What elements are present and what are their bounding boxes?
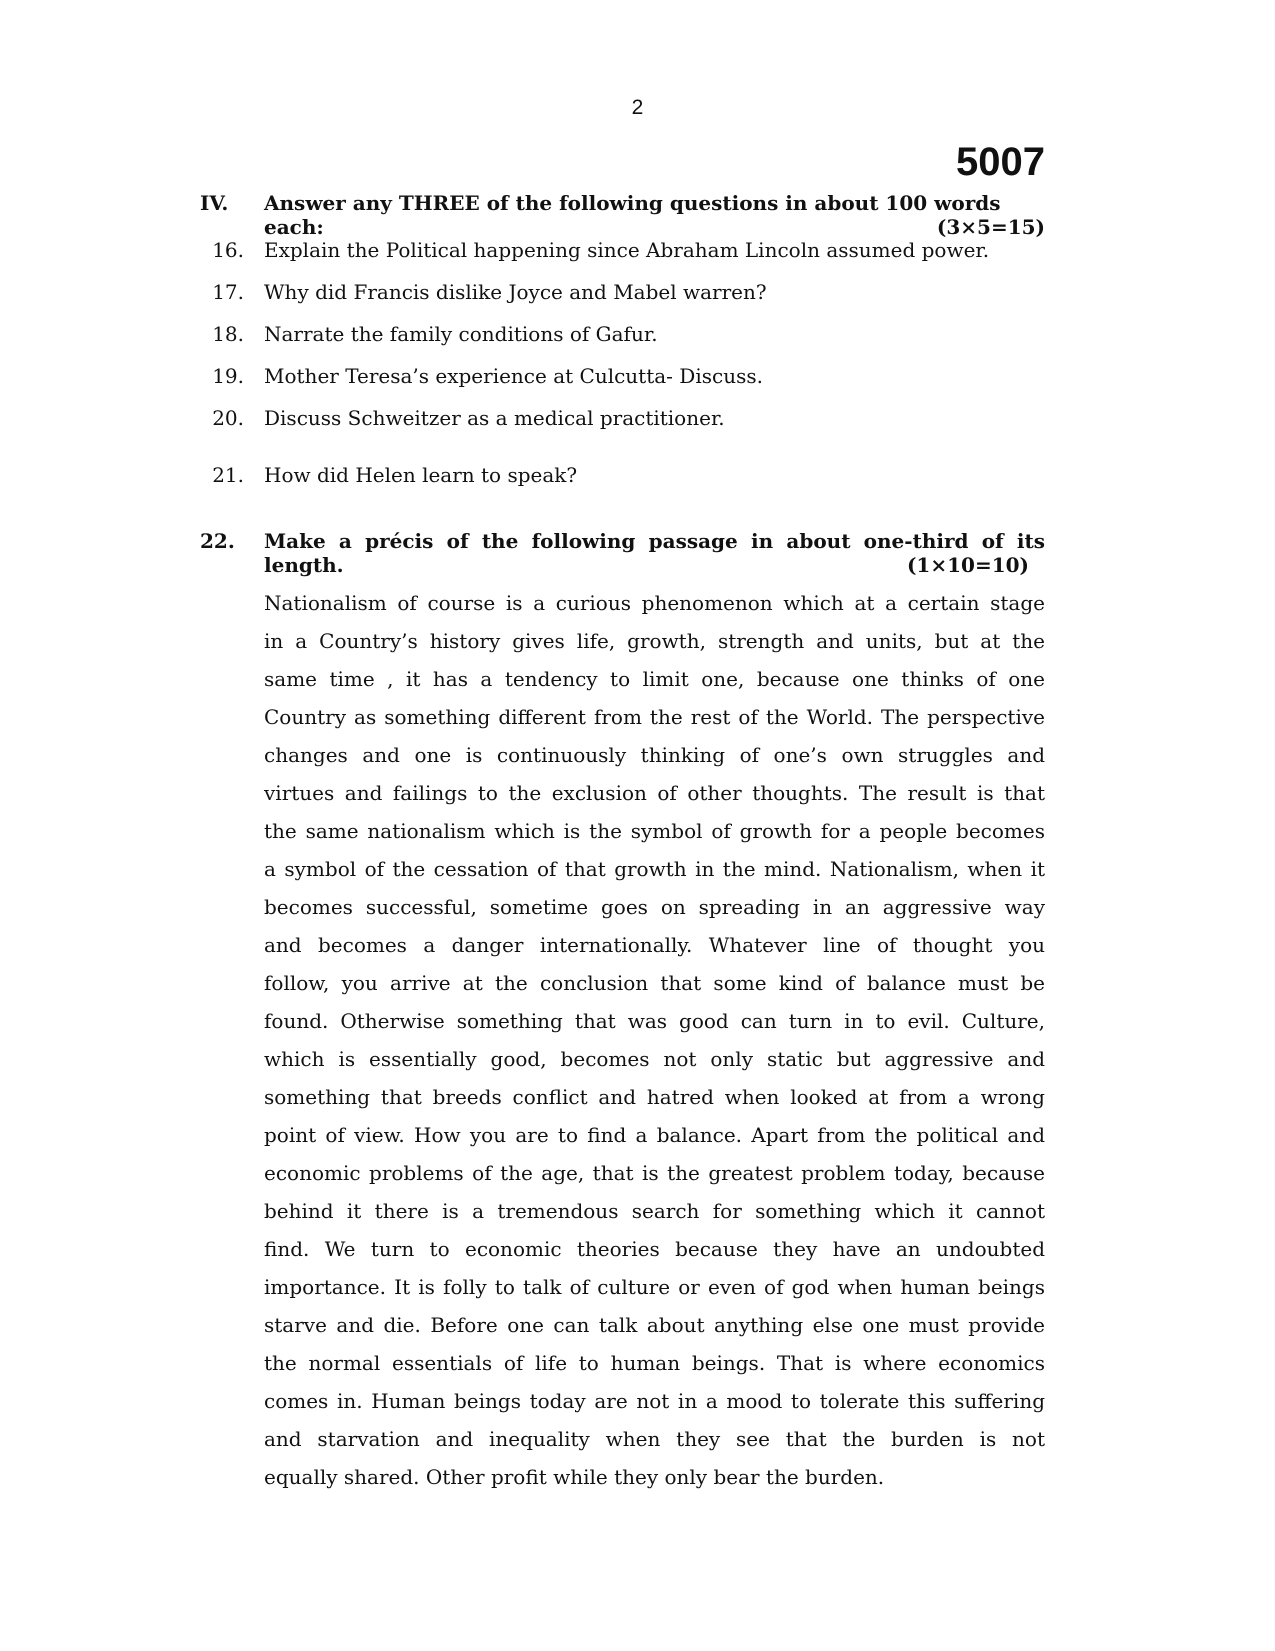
question-text: How did Helen learn to speak? — [264, 463, 578, 487]
passage-line: and starvation and inequality when they see that the burden is not — [264, 1427, 1045, 1451]
question-number: 17. — [212, 280, 244, 304]
passage-line: comes in. Human beings today are not in a mood to tolerate this suffering — [264, 1389, 1045, 1413]
page-number: 2 — [631, 96, 644, 119]
question-number: 20. — [212, 406, 244, 430]
passage-line: and becomes a danger internationally. Whatever line of thought you — [264, 933, 1045, 957]
passage-line: Country as something different from the rest of the World. The perspective — [264, 705, 1045, 729]
passage-line: same time , it has a tendency to limit one, because one thinks of one — [264, 667, 1045, 691]
passage-line: economic problems of the age, that is the greatest problem today, because — [264, 1161, 1045, 1185]
question-number: 16. — [212, 238, 244, 262]
passage-line: importance. It is folly to talk of culture or even of god when human beings — [264, 1275, 1045, 1299]
section-number: IV. — [200, 191, 229, 215]
question-text: Discuss Schweitzer as a medical practitioner. — [264, 406, 725, 430]
question-text: Mother Teresa’s experience at Culcutta- Discuss. — [264, 364, 763, 388]
passage-line: virtues and failings to the exclusion of other thoughts. The result is that — [264, 781, 1045, 805]
passage-line: point of view. How you are to find a balance. Apart from the political and — [264, 1123, 1045, 1147]
passage-line: which is essentially good, becomes not only static but aggressive and — [264, 1047, 1045, 1071]
precis-marks: (1×10=10) — [906, 553, 1029, 577]
passage-line: the normal essentials of life to human beings. That is where economics — [264, 1351, 1045, 1375]
passage-line: equally shared. Other profit while they only bear the burden. — [264, 1465, 885, 1489]
passage-line: the same nationalism which is the symbol of growth for a people becomes — [264, 819, 1045, 843]
question-text: Why did Francis dislike Joyce and Mabel warren? — [264, 280, 767, 304]
passage-line: changes and one is continuously thinking of one’s own struggles and — [264, 743, 1045, 767]
question-text: Explain the Political happening since Abraham Lincoln assumed power. — [264, 238, 990, 262]
precis-passage — [264, 584, 1045, 1496]
question-number: 19. — [212, 364, 244, 388]
passage-line: behind it there is a tremendous search for something which it cannot — [264, 1199, 1045, 1223]
passage-line: starve and die. Before one can talk about anything else one must provide — [264, 1313, 1045, 1337]
question-number: 18. — [212, 322, 244, 346]
passage-line: becomes successful, sometime goes on spreading in an aggressive way — [264, 895, 1045, 919]
question-text: Narrate the family conditions of Gafur. — [264, 322, 658, 346]
passage-line: follow, you arrive at the conclusion that some kind of balance must be — [264, 971, 1045, 995]
passage-line: in a Country’s history gives life, growth, strength and units, but at the — [264, 629, 1045, 653]
question-number: 21. — [212, 463, 244, 487]
passage-line: a symbol of the cessation of that growth in the mind. Nationalism, when it — [264, 857, 1045, 881]
precis-instruction: Make a précis of the following passage in about one-third of its length. — [264, 529, 1045, 577]
precis-number: 22. — [200, 529, 235, 553]
paper-code: 5007 — [956, 140, 1045, 184]
passage-line: found. Otherwise something that was good can turn in to evil. Culture, — [264, 1009, 1045, 1033]
passage-line: find. We turn to economic theories because they have an undoubted — [264, 1237, 1045, 1261]
passage-line: Nationalism of course is a curious phenomenon which at a certain stage — [264, 591, 1045, 615]
section-instruction: Answer any THREE of the following questions in about 100 words each: — [264, 191, 1001, 239]
passage-line: something that breeds conflict and hatred when looked at from a wrong — [264, 1085, 1045, 1109]
section-marks: (3×5=15) — [936, 215, 1045, 239]
